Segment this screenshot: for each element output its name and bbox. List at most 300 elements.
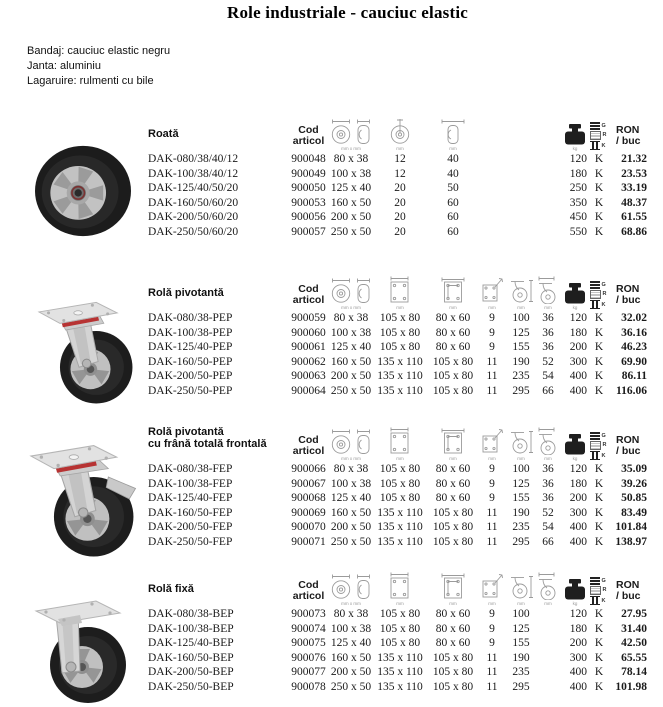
cell-wheel: 250 x 50	[330, 226, 372, 238]
cell-name: DAK-200/50/60/20	[148, 211, 239, 224]
product-photo-brake-caster	[10, 441, 146, 559]
unit-caption: mm	[449, 305, 457, 310]
legend-letter: K	[601, 452, 606, 459]
cell-hole: 9	[489, 341, 495, 354]
table-rows	[145, 462, 652, 549]
bolt-pattern-icon	[440, 572, 466, 600]
unit-caption: kg	[572, 456, 578, 461]
table-row	[145, 651, 652, 666]
product-photo	[18, 298, 142, 406]
table-row	[145, 326, 652, 341]
cell-kg: 400	[569, 370, 587, 383]
cell-cls: K	[594, 651, 604, 664]
unit-caption: mm	[488, 456, 496, 461]
cell-wheel: 200 x 50	[330, 666, 372, 679]
unit-caption: kg	[572, 601, 578, 606]
cell-cod: 900066	[291, 463, 326, 476]
cell-bolt: 105 x 80	[432, 666, 474, 679]
table-header	[145, 272, 652, 311]
cell-plate: 135 x 110	[377, 681, 423, 693]
cell-price: 23.53	[621, 167, 647, 180]
cell-kg: 400	[569, 666, 587, 679]
table-row	[145, 665, 652, 680]
cell-name: DAK-160/50-BEP	[148, 651, 234, 664]
cell-name: DAK-200/50-BEP	[148, 666, 234, 679]
empty-column	[478, 151, 506, 152]
cell-name: DAK-250/50-BEP	[148, 681, 234, 693]
cell-hub: 60	[447, 226, 459, 238]
legend-row	[590, 586, 606, 595]
cell-name: DAK-125/40/50/20	[148, 182, 239, 195]
cell-price: 33.19	[621, 182, 647, 195]
unit-caption: mm	[544, 456, 552, 461]
cell-cod: 900062	[291, 355, 326, 368]
cell-hole: 11	[486, 681, 498, 693]
unit-caption: mm	[488, 601, 496, 606]
table-row	[145, 369, 652, 384]
hole-column-header	[478, 427, 506, 462]
product-specs	[27, 44, 170, 89]
cell-cls: K	[594, 608, 604, 621]
bolt-column-header	[428, 572, 478, 607]
cell-height: 100	[512, 312, 530, 325]
unit-caption: mm	[517, 305, 525, 310]
bolt-hole-icon	[480, 427, 504, 455]
legend-row	[590, 281, 606, 289]
cell-kg: 120	[569, 608, 587, 621]
cell-bolt: 105 x 80	[432, 521, 474, 534]
wheel-column-header	[330, 277, 372, 311]
cell-cod: 900069	[291, 506, 326, 519]
legend-row	[590, 432, 606, 440]
cell-price: 46.23	[621, 341, 647, 354]
cell-hub: 40	[447, 153, 459, 166]
cell-hub: 40	[447, 167, 459, 180]
table-row	[145, 196, 652, 211]
cell-plate: 135 x 110	[377, 355, 423, 368]
table-row	[145, 311, 652, 326]
legend-row	[590, 577, 606, 585]
cell-hole: 11	[486, 666, 498, 679]
table-row	[145, 384, 652, 399]
col-header-cod-articol: Cod articol	[292, 283, 325, 306]
cell-name: DAK-100/38-BEP	[148, 622, 234, 635]
unit-caption: mm	[449, 601, 457, 606]
table-row	[145, 210, 652, 225]
castero-column-header	[536, 427, 560, 462]
table-row	[145, 340, 652, 355]
legend-letter: G	[601, 122, 606, 129]
load-capacity-column-header	[560, 579, 590, 607]
bolt-column-header	[428, 427, 478, 462]
section-title	[145, 427, 287, 462]
legend-row	[590, 131, 606, 140]
casterh-column-header	[506, 572, 536, 607]
cell-cod: 900067	[291, 477, 326, 490]
cell-plate: 135 x 110	[377, 666, 423, 679]
cell-height: 295	[512, 681, 530, 693]
cell-name: DAK-160/50/60/20	[148, 196, 239, 209]
unit-caption: mm	[517, 456, 525, 461]
cell-price: 35.09	[621, 463, 647, 476]
cell-name: DAK-100/38/40/12	[148, 167, 239, 180]
unit-caption: mm	[488, 305, 496, 310]
cell-wheel: 100 x 38	[330, 167, 372, 180]
table-rows	[145, 152, 652, 239]
cell-hole: 9	[489, 326, 495, 339]
section-title-line2: cu frână totală frontală	[148, 437, 267, 450]
unit-caption: mm x mm	[341, 456, 361, 461]
cell-hole: 9	[489, 477, 495, 490]
cell-kg: 120	[569, 153, 587, 166]
table-header	[145, 113, 652, 152]
bolt-column-header	[428, 276, 478, 311]
spec-table	[145, 113, 652, 239]
swivel-offset-icon	[535, 276, 561, 304]
cell-name: DAK-250/50-PEP	[148, 385, 233, 397]
cell-price: 86.11	[621, 370, 647, 383]
rail-glyph	[590, 451, 600, 460]
cell-name: DAK-100/38-PEP	[148, 326, 233, 339]
legend-letter: K	[601, 142, 606, 149]
cell-wheel: 125 x 40	[330, 182, 372, 195]
cell-height: 125	[512, 622, 530, 635]
plate-column-header	[372, 427, 428, 462]
cell-name: DAK-250/50/60/20	[148, 226, 239, 238]
cell-cls: K	[594, 622, 604, 635]
load-capacity-icon	[563, 579, 587, 600]
wheel-column-header	[330, 428, 372, 462]
section-title	[145, 584, 287, 608]
cell-bolt: 80 x 60	[435, 492, 471, 505]
unit-caption: mm	[449, 456, 457, 461]
cell-kg: 300	[569, 651, 587, 664]
cell-plate: 135 x 110	[377, 370, 423, 383]
cell-offset: 36	[542, 326, 554, 339]
unit-caption: mm x mm	[341, 146, 361, 151]
cell-offset: 36	[542, 312, 554, 325]
cell-plate: 135 x 110	[377, 651, 423, 664]
unit-caption: mm	[396, 146, 404, 151]
cell-height: 125	[512, 326, 530, 339]
cell-height: 235	[512, 370, 530, 383]
load-capacity-icon	[563, 434, 587, 455]
cell-bolt: 105 x 80	[432, 355, 474, 368]
striped-glyph	[590, 131, 601, 140]
cell-cls: K	[594, 637, 604, 650]
hole-column-header	[478, 572, 506, 607]
table-rows	[145, 311, 652, 398]
legend-letter: R	[602, 442, 607, 449]
cell-kg: 350	[569, 196, 587, 209]
cell-wheel: 200 x 50	[330, 521, 372, 534]
col-header-price: RON / buc	[616, 434, 641, 457]
cell-wheel: 160 x 50	[330, 355, 372, 368]
cell-height: 155	[512, 492, 530, 505]
cell-price: 65.55	[621, 651, 647, 664]
bore-diameter-icon	[389, 118, 411, 145]
product-photo	[30, 143, 136, 239]
cell-cod: 900050	[291, 182, 326, 195]
cell-hole: 9	[489, 312, 495, 325]
table-row	[145, 355, 652, 370]
unit-caption: kg	[572, 146, 578, 151]
table-row	[145, 167, 652, 182]
unit-caption: mm x mm	[341, 601, 361, 606]
cell-plate: 105 x 80	[379, 622, 421, 635]
wheel-size-icon	[331, 428, 371, 455]
cell-cod: 900053	[291, 196, 326, 209]
section-title-line1: Rolă fixă	[148, 582, 194, 595]
cell-offset: 66	[542, 536, 554, 548]
cell-kg: 400	[569, 681, 587, 693]
cell-height: 295	[512, 385, 530, 397]
cell-hole: 11	[486, 521, 498, 534]
mount-height-icon	[508, 427, 534, 455]
cell-offset: 36	[542, 463, 554, 476]
cell-name: DAK-160/50-FEP	[148, 506, 233, 519]
cell-price: 68.86	[621, 226, 647, 238]
cell-kg: 250	[569, 182, 587, 195]
cell-height: 100	[512, 608, 530, 621]
cell-hole: 9	[489, 622, 495, 635]
cell-kg: 400	[569, 536, 587, 548]
product-photo-fixed-caster	[22, 593, 142, 705]
cell-cls: K	[594, 681, 604, 693]
cell-plate: 105 x 80	[379, 637, 421, 650]
cell-price: 39.26	[621, 477, 647, 490]
cell-bore: 20	[394, 211, 406, 224]
cell-name: DAK-125/40-BEP	[148, 637, 234, 650]
legend-row	[590, 596, 605, 605]
cell-price: 61.55	[621, 211, 647, 224]
rail-glyph	[590, 141, 600, 150]
cell-price: 31.40	[621, 622, 647, 635]
load-capacity-icon	[563, 124, 587, 145]
cell-height: 190	[512, 506, 530, 519]
col-header-price: RON / buc	[616, 579, 641, 602]
bolt-hole-icon	[480, 276, 504, 304]
cell-hole: 9	[489, 608, 495, 621]
cell-hole: 11	[486, 355, 498, 368]
cell-offset: 52	[542, 355, 554, 368]
cell-kg: 120	[569, 312, 587, 325]
cell-offset: 66	[542, 385, 554, 397]
bolt-pattern-icon	[440, 427, 466, 455]
cell-bore: 20	[394, 196, 406, 209]
cell-hole: 11	[486, 370, 498, 383]
cell-cls: K	[594, 341, 604, 354]
cell-bore: 12	[394, 167, 406, 180]
cell-hole: 9	[489, 637, 495, 650]
cell-cls: K	[594, 167, 604, 180]
bars-glyph	[590, 432, 600, 440]
cell-price: 42.50	[621, 637, 647, 650]
cell-kg: 180	[569, 477, 587, 490]
cell-kg: 200	[569, 637, 587, 650]
cell-hole: 11	[486, 385, 498, 397]
product-photo	[22, 593, 142, 705]
hub-length-icon	[440, 118, 466, 145]
hole-column-header	[478, 276, 506, 311]
cell-kg: 400	[569, 385, 587, 397]
legend-letter: K	[601, 301, 606, 308]
cell-bolt: 105 x 80	[432, 370, 474, 383]
cell-cod: 900057	[291, 226, 326, 238]
cell-cod: 900063	[291, 370, 326, 383]
spec-line-bandaj: Bandaj: cauciuc elastic negru	[27, 45, 171, 57]
cell-cls: K	[594, 385, 604, 397]
cell-cod: 900060	[291, 326, 326, 339]
cell-cod: 900059	[291, 312, 326, 325]
legend-letter: K	[601, 597, 606, 604]
cell-cls: K	[594, 477, 604, 490]
cell-hub: 50	[447, 182, 459, 195]
table-row	[145, 607, 652, 622]
cell-cod: 900075	[291, 637, 326, 650]
cell-hub: 60	[447, 211, 459, 224]
unit-caption: mm	[544, 305, 552, 310]
tread-legend-icon	[590, 432, 608, 462]
unit-caption: mm x mm	[341, 305, 361, 310]
cell-wheel: 250 x 50	[330, 681, 372, 693]
cell-wheel: 250 x 50	[330, 385, 372, 397]
cell-plate: 135 x 110	[377, 536, 423, 548]
cell-kg: 120	[569, 463, 587, 476]
cell-offset: 54	[542, 521, 554, 534]
cell-cod: 900070	[291, 521, 326, 534]
cell-cod: 900073	[291, 608, 326, 621]
table-row	[145, 622, 652, 637]
cell-cod: 900078	[291, 681, 326, 693]
unit-caption: mm	[396, 601, 404, 606]
cell-plate: 135 x 110	[377, 521, 423, 534]
table-row	[145, 491, 652, 506]
cell-price: 21.32	[621, 153, 647, 166]
cell-name: DAK-080/38-PEP	[148, 312, 233, 325]
cell-price: 83.49	[621, 506, 647, 519]
legend-letter: R	[602, 587, 607, 594]
plate-size-icon	[387, 276, 413, 304]
cell-plate: 105 x 80	[379, 492, 421, 505]
cell-cls: K	[594, 196, 604, 209]
cell-name: DAK-080/38/40/12	[148, 153, 239, 166]
cell-kg: 550	[569, 226, 587, 238]
cell-cls: K	[594, 355, 604, 368]
load-capacity-column-header	[560, 283, 590, 311]
bolt-pattern-icon	[440, 276, 466, 304]
cell-plate: 105 x 80	[379, 463, 421, 476]
cell-bolt: 80 x 60	[435, 622, 471, 635]
cell-kg: 300	[569, 506, 587, 519]
cell-cls: K	[594, 370, 604, 383]
legend-letter: G	[601, 577, 606, 584]
spec-table	[145, 568, 652, 694]
striped-glyph	[590, 290, 601, 299]
bars-glyph	[590, 281, 600, 289]
col-header-cod-articol: Cod articol	[292, 124, 325, 147]
table-row	[145, 506, 652, 521]
load-capacity-column-header	[560, 434, 590, 462]
unit-caption: mm	[517, 601, 525, 606]
empty-column	[536, 151, 560, 152]
legend-row	[590, 441, 606, 450]
legend-row	[590, 290, 606, 299]
cell-cls: K	[594, 536, 604, 548]
cell-offset: 52	[542, 506, 554, 519]
cell-kg: 180	[569, 326, 587, 339]
cell-cod: 900068	[291, 492, 326, 505]
cell-wheel: 200 x 50	[330, 211, 372, 224]
swivel-offset-icon	[535, 572, 561, 600]
cell-height: 155	[512, 637, 530, 650]
wheel-size-icon	[331, 277, 371, 304]
cell-bore: 20	[394, 226, 406, 238]
cell-cls: K	[594, 153, 604, 166]
castero-column-header	[536, 572, 560, 607]
cell-bore: 12	[394, 153, 406, 166]
cell-height: 190	[512, 651, 530, 664]
cell-offset: 36	[542, 477, 554, 490]
cell-hole: 9	[489, 463, 495, 476]
cell-price: 27.95	[621, 608, 647, 621]
cell-wheel: 125 x 40	[330, 341, 372, 354]
cell-wheel: 100 x 38	[330, 326, 372, 339]
cell-name: DAK-100/38-FEP	[148, 477, 233, 490]
legend-letter: R	[602, 291, 607, 298]
swivel-offset-icon	[535, 427, 561, 455]
cell-price: 48.37	[621, 196, 647, 209]
product-photo	[10, 441, 146, 559]
section-title	[145, 288, 287, 312]
product-photo-wheel	[30, 143, 136, 239]
cell-cls: K	[594, 492, 604, 505]
cell-cls: K	[594, 521, 604, 534]
cell-wheel: 125 x 40	[330, 637, 372, 650]
section-title-line1: Rolă pivotantă	[148, 426, 224, 438]
cell-wheel: 80 x 38	[333, 312, 369, 325]
cell-cod: 900048	[291, 153, 326, 166]
table-row	[145, 225, 652, 240]
rail-glyph	[590, 596, 600, 605]
cell-bolt: 80 x 60	[435, 463, 471, 476]
wheel-size-icon	[331, 573, 371, 600]
cell-wheel: 80 x 38	[333, 153, 369, 166]
cell-price: 50.85	[621, 492, 647, 505]
tread-legend-icon	[590, 577, 608, 607]
cell-kg: 200	[569, 341, 587, 354]
cell-height: 235	[512, 521, 530, 534]
legend-row	[590, 122, 606, 130]
cell-cls: K	[594, 326, 604, 339]
cell-height: 235	[512, 666, 530, 679]
cell-name: DAK-200/50-PEP	[148, 370, 233, 383]
tread-legend-icon	[590, 281, 608, 311]
cell-cls: K	[594, 463, 604, 476]
table-row	[145, 181, 652, 196]
wheel-size-icon	[331, 118, 371, 145]
cell-kg: 450	[569, 211, 587, 224]
cell-plate: 105 x 80	[379, 326, 421, 339]
cell-cod: 900074	[291, 622, 326, 635]
cell-hole: 11	[486, 506, 498, 519]
bars-glyph	[590, 122, 600, 130]
cell-price: 36.16	[621, 326, 647, 339]
cell-name: DAK-160/50-PEP	[148, 355, 233, 368]
cell-plate: 105 x 80	[379, 312, 421, 325]
col-header-price: RON / buc	[616, 124, 641, 147]
wheel-column-header	[330, 118, 372, 152]
